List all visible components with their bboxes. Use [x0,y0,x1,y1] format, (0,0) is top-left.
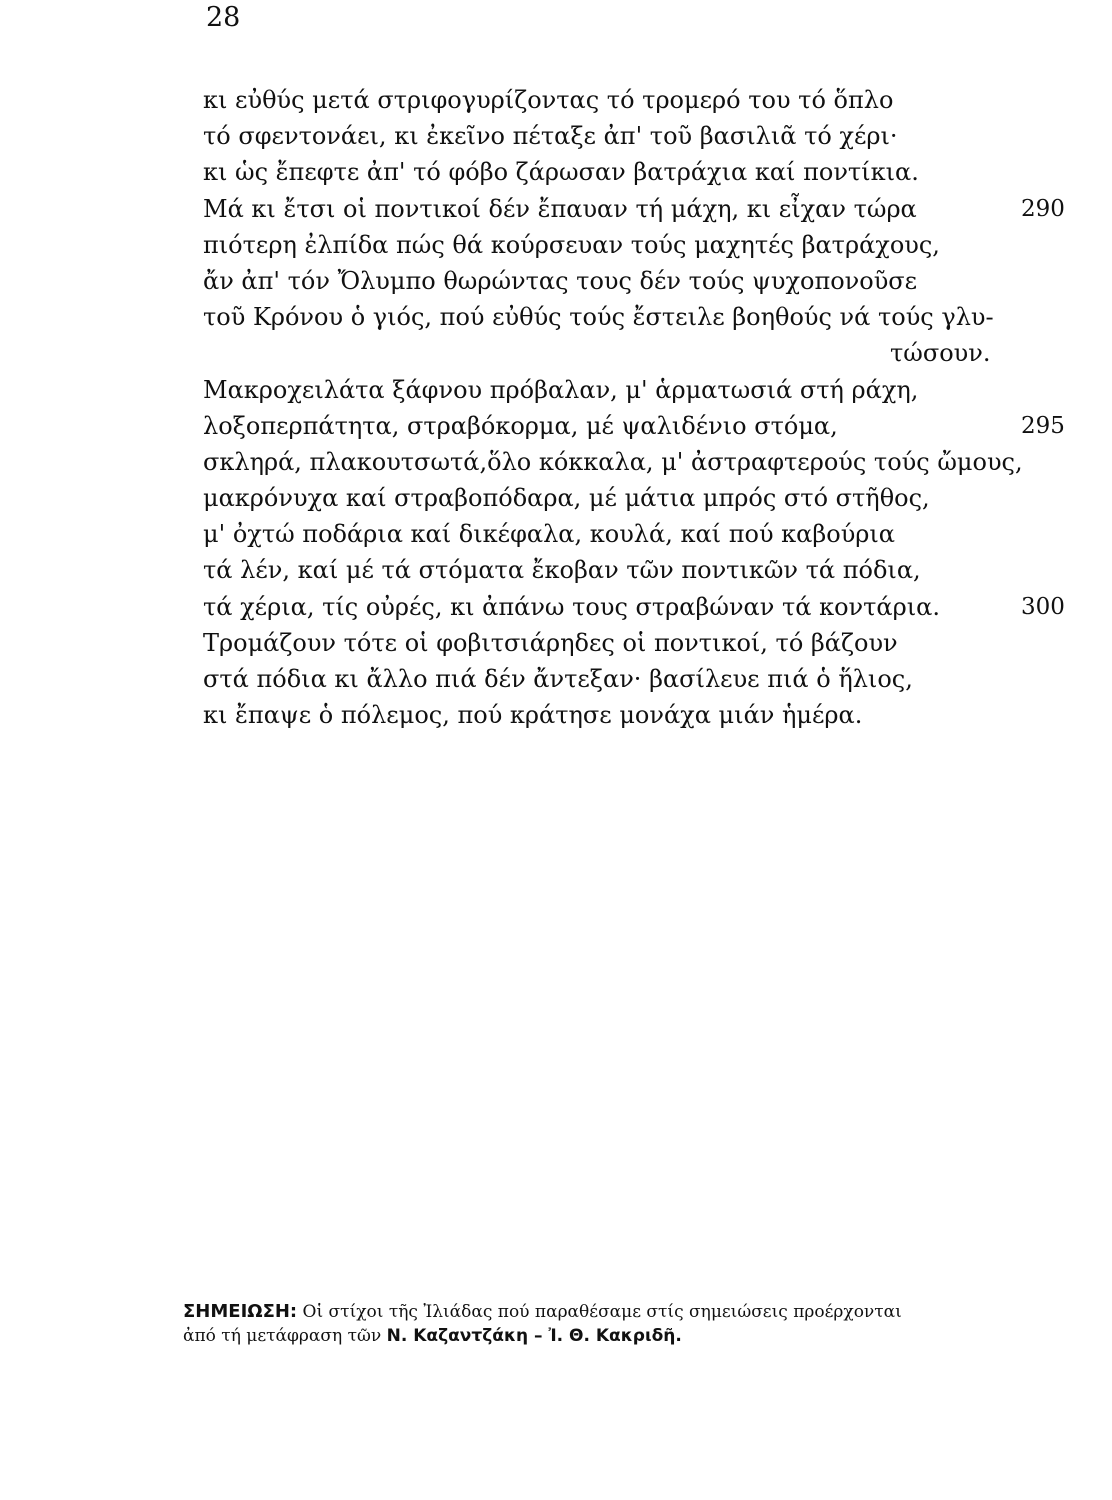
verse-text: μακρόνυχα καί στραβοπόδαρα, μέ μάτια μπρός στό στῆθος, [203,484,930,513]
verse-text: πιότερη ἐλπίδα πώς θά κούρσευαν τούς μαχητές βατράχους, [203,230,940,259]
line-number: 290 [1021,195,1065,222]
verse-text: τά λέν, καί μέ τά στόματα ἔκοβαν τῶν ποντικῶν τά πόδια, [203,556,921,585]
verse-text: τοῦ Κρόνου ὁ γιός, πού εὐθύς τούς ἔστειλε βοηθούς νά τούς γλυ- [203,303,994,332]
line-number: 295 [1021,412,1065,439]
verse-text: μ' ὀχτώ ποδάρια καί δικέφαλα, κουλά, καί πού καβούρια [203,520,896,549]
verse-line [203,335,1083,371]
verse-text: τό σφεντονάει, κι ἐκεῖνο πέταξε ἀπ' τοῦ βασιλιᾶ τό χέρι· [203,122,898,151]
footnote-line-2 [183,1324,1053,1348]
verse-line [203,372,1083,408]
verse-line [203,480,1083,516]
footnote-label: ΣΗΜΕΙΩΣΗ: [183,1301,298,1322]
verse-text: Τρομάζουν τότε οἱ φοβιτσιάρηδες οἱ ποντικοί, τό βάζουν [203,628,898,657]
verse-text: σκληρά, πλακουτσωτά,ὅλο κόκκαλα, μ' ἀστραφτερούς τούς ὤμους, [203,447,1023,476]
verse-line [203,118,1083,154]
verse-line [203,697,1083,733]
verse-line [203,589,1083,625]
verse-line [203,625,1083,661]
footnote-text-2: ἀπό τή μετάφραση τῶν [183,1326,382,1346]
verse-text: τά χέρια, τίς οὐρές, κι ἀπάνω τους στραβώναν τά κοντάρια. [203,592,940,621]
verse-text: Μά κι ἔτσι οἱ ποντικοί δέν ἔπαυαν τή μάχη, κι εἶχαν τώρα [203,194,917,223]
verse-text: στά πόδια κι ἄλλο πιά δέν ἄντεξαν· βασίλευε πιά ὁ ἥλιος, [203,665,913,693]
verse-line [203,408,1083,444]
verse-text: κι ἔπαψε ὁ πόλεμος, πού κράτησε μονάχα μιάν ἡμέρα. [203,701,863,730]
verse-text: κι ὡς ἔπεφτε ἀπ' τό φόβο ζάρωσαν βατράχια καί ποντίκια. [203,158,919,187]
footnote-line-1 [183,1300,1053,1324]
verse-line [203,191,1083,227]
verse-line [203,154,1083,190]
verse-text: κι εὐθύς μετά στριφογυρίζοντας τό τρομερό του τό ὅπλο [203,86,894,114]
footnote-text-1: Οἱ στίχοι τῆς Ἰλιάδας πού παραθέσαμε στίς σημειώσεις προέρχονται [302,1302,902,1322]
verse-text: Μακροχειλάτα ξάφνου πρόβαλαν, μ' ἁρματωσιά στή ράχη, [203,375,919,404]
poem-text [203,82,1083,733]
line-number: 300 [1021,593,1065,620]
verse-line [203,299,1083,335]
verse-line [203,516,1083,552]
verse-line [203,661,1083,697]
verse-line [203,227,1083,263]
verse-text: ἄν ἀπ' τόν Ὄλυμπο θωρώντας τους δέν τούς ψυχοπονοῦσε [203,266,918,295]
verse-line [203,552,1083,588]
translators-names: Ν. Καζαντζάκη – Ἰ. Θ. Κακριδῆ. [386,1326,682,1346]
verse-line [203,444,1083,480]
footnote [183,1300,1053,1348]
verse-line [203,263,1083,299]
verse-text: τώσουν. [890,339,991,368]
page-number: 28 [206,2,241,33]
verse-text: λοξοπερπάτητα, στραβόκορμα, μέ ψαλιδένιο στόμα, [203,411,838,440]
verse-line [203,82,1083,118]
